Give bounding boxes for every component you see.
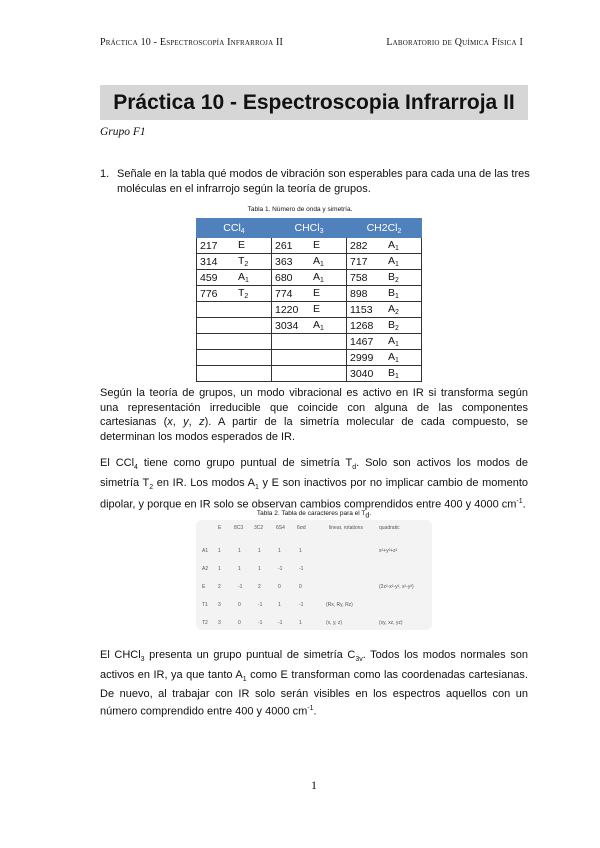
- wavenumber-cell: [197, 350, 236, 366]
- table-row: [197, 334, 422, 350]
- character-table-header-cell: quadratic: [379, 525, 400, 531]
- character-table-cell: -1: [258, 620, 263, 626]
- wavenumber-cell: 314: [197, 254, 236, 270]
- character-table-cell: -1: [278, 566, 283, 572]
- symmetry-cell: [310, 334, 347, 350]
- symmetry-cell: $T_2$: [235, 286, 272, 302]
- character-table-header-cell: E: [218, 525, 222, 531]
- table1-header-cell: CHCl$_3$: [272, 219, 347, 238]
- character-table-row: [196, 602, 432, 614]
- character-table-cell: -1: [299, 566, 304, 572]
- wavenumber-cell: [197, 366, 236, 382]
- character-table-header-cell: linear, rotations: [329, 525, 363, 531]
- character-table-cell: 1: [258, 548, 261, 554]
- character-table-cell: 1: [238, 548, 241, 554]
- character-table-cell: T2: [202, 620, 208, 626]
- symmetry-cell: [235, 350, 272, 366]
- page-title: Práctica 10 - Espectroscopia Infrarroja II: [113, 90, 515, 114]
- wavenumber-cell: 898: [347, 286, 386, 302]
- character-table-cell: 3: [218, 620, 221, 626]
- wavenumber-cell: [272, 366, 311, 382]
- wavenumber-cell: 459: [197, 270, 236, 286]
- character-table-cell: 1: [299, 548, 302, 554]
- wavenumber-cell: 3040: [347, 366, 386, 382]
- running-header-left: Práctica 10 - Espectroscopía Infrarroja II: [100, 37, 284, 48]
- symmetry-cell: $A_1$: [310, 254, 347, 270]
- table1-header-cell: $CH2Cl_2$: [347, 219, 422, 238]
- wavenumber-cell: 282: [347, 238, 386, 254]
- wavenumber-cell: 3034: [272, 318, 311, 334]
- character-table-header-cell: 8C3: [234, 525, 244, 531]
- question-1: [100, 167, 530, 196]
- character-table-row: [196, 620, 432, 632]
- table-row: [197, 318, 422, 334]
- symmetry-cell: $A_1$: [385, 350, 422, 366]
- symmetry-cell: E: [310, 238, 347, 254]
- table1-caption: Tabla 1. Número de onda y simetría.: [247, 206, 353, 213]
- table-row: [197, 254, 422, 270]
- character-table-cell: A2: [202, 566, 209, 572]
- paragraph-chcl3: El CHCl$_3$ presenta un grupo puntual de simetría $C_{3v}$. Todos los modos normales son activos en IR, ya que tanto $A_1$ como E transforman como las coordenadas cartesianas. De nuevo, al trabajar con IR solo serán visibles en los espectros aquellos con un número comprendido entre 400 y 4000 $cm^{-1}$.: [100, 649, 528, 718]
- wavenumber-cell: 774: [272, 286, 311, 302]
- character-table-cell: 2: [218, 584, 221, 590]
- character-table-cell: (xy, xz, yz): [379, 620, 403, 626]
- character-table-header: [196, 525, 432, 537]
- character-table-header-cell: 6σd: [297, 525, 306, 531]
- wavenumber-cell: [197, 318, 236, 334]
- character-table-cell: A1: [202, 548, 209, 554]
- character-table-header-cell: 6S4: [276, 525, 285, 531]
- paragraph-group-theory: Según la teoría de grupos, un modo vibracional es activo en IR si transforma según una representación irreducible que coincide con alguna de las componentes cartesianas (x, y, z). A partir de la simetría molecular de cada compuesto, se determinan los modos esperados de IR.: [100, 387, 528, 443]
- symmetry-cell: $B_1$: [385, 366, 422, 382]
- symmetry-cell: [235, 366, 272, 382]
- symmetry-cell: $A_1$: [385, 334, 422, 350]
- symmetry-cell: $B_1$: [385, 286, 422, 302]
- wavenumber-cell: 363: [272, 254, 311, 270]
- symmetry-cell: $B_2$: [385, 270, 422, 286]
- symmetry-cell: [235, 302, 272, 318]
- wavenumber-table: [196, 218, 422, 382]
- symmetry-cell: E: [310, 302, 347, 318]
- character-table-cell: -1: [299, 602, 304, 608]
- character-table-cell: 1: [278, 602, 281, 608]
- wavenumber-cell: 1220: [272, 302, 311, 318]
- wavenumber-cell: 1153: [347, 302, 386, 318]
- wavenumber-cell: 2999: [347, 350, 386, 366]
- character-table-cell: 0: [278, 584, 281, 590]
- character-table-cell: (x, y, z): [326, 620, 343, 626]
- symmetry-cell: $A_1$: [310, 318, 347, 334]
- character-table-cell: x²+y²+z²: [379, 548, 398, 554]
- symmetry-cell: [310, 366, 347, 382]
- symmetry-cell: $A_1$: [385, 254, 422, 270]
- table-row: [197, 350, 422, 366]
- character-table-cell: 1: [278, 548, 281, 554]
- wavenumber-cell: 261: [272, 238, 311, 254]
- symmetry-cell: $B_2$: [385, 318, 422, 334]
- wavenumber-cell: [272, 334, 311, 350]
- table-row: [197, 270, 422, 286]
- table-row: [197, 366, 422, 382]
- character-table-cell: T1: [202, 602, 208, 608]
- character-table-header-cell: 3C2: [254, 525, 264, 531]
- wavenumber-cell: 1268: [347, 318, 386, 334]
- character-table-row: [196, 548, 432, 560]
- character-table-row: [196, 584, 432, 596]
- symmetry-cell: E: [310, 286, 347, 302]
- symmetry-cell: [235, 334, 272, 350]
- paragraph-ccl4: El CCl$_4$ tiene como grupo puntual de simetría $T_d$. Solo son activos los modos de simetría $T_2$ en IR. Los modos $A_1$ y E son inactivos por no implicar cambio de momento dipolar, y porque en IR solo se observan cambios comprendidos entre 400 y 4000 $cm^{-1}$.: [100, 457, 528, 512]
- character-table: [196, 520, 432, 630]
- title-banner: [100, 85, 528, 120]
- character-table-cell: 2: [258, 584, 261, 590]
- symmetry-cell: $A_1$: [385, 238, 422, 254]
- running-header-right: Laboratorio de Química Física I: [386, 37, 523, 48]
- character-table-cell: (Rx, Ry, Rz): [326, 602, 353, 608]
- character-table-cell: 1: [218, 548, 221, 554]
- symmetry-cell: [310, 350, 347, 366]
- character-table-cell: (2z²-x²-y², x²-y²): [379, 584, 414, 590]
- wavenumber-cell: 217: [197, 238, 236, 254]
- wavenumber-cell: [197, 334, 236, 350]
- symmetry-cell: E: [235, 238, 272, 254]
- table-row: [197, 286, 422, 302]
- character-table-cell: 0: [238, 620, 241, 626]
- character-table-row: [196, 566, 432, 578]
- character-table-cell: 1: [238, 566, 241, 572]
- wavenumber-cell: 717: [347, 254, 386, 270]
- symmetry-cell: $A_1$: [235, 270, 272, 286]
- symmetry-cell: $T_2$: [235, 254, 272, 270]
- question-number: 1.: [100, 168, 110, 180]
- wavenumber-cell: 776: [197, 286, 236, 302]
- wavenumber-cell: 1467: [347, 334, 386, 350]
- table2-caption: Tabla 2. Tabla de caracteres para el $T_d$.: [256, 510, 372, 520]
- character-table-cell: -1: [238, 584, 243, 590]
- wavenumber-cell: [272, 350, 311, 366]
- wavenumber-cell: [197, 302, 236, 318]
- character-table-cell: 0: [238, 602, 241, 608]
- group-label: Grupo F1: [100, 126, 146, 138]
- character-table-cell: 1: [258, 566, 261, 572]
- character-table-cell: 1: [299, 620, 302, 626]
- character-table-cell: 3: [218, 602, 221, 608]
- character-table-cell: 0: [299, 584, 302, 590]
- wavenumber-cell: 680: [272, 270, 311, 286]
- question-text: Señale en la tabla qué modos de vibración son esperables para cada una de las tres moléculas en el infrarrojo según la teoría de grupos.: [117, 168, 530, 195]
- table-row: [197, 238, 422, 254]
- symmetry-cell: [235, 318, 272, 334]
- page-number: 1: [311, 778, 317, 792]
- character-table-cell: E: [202, 584, 206, 590]
- character-table-cell: -1: [258, 602, 263, 608]
- table-row: [197, 302, 422, 318]
- symmetry-cell: $A_1$: [310, 270, 347, 286]
- wavenumber-cell: 758: [347, 270, 386, 286]
- table1-header-cell: CCl$_4$: [197, 219, 272, 238]
- character-table-cell: 1: [218, 566, 221, 572]
- symmetry-cell: $A_2$: [385, 302, 422, 318]
- character-table-cell: -1: [278, 620, 283, 626]
